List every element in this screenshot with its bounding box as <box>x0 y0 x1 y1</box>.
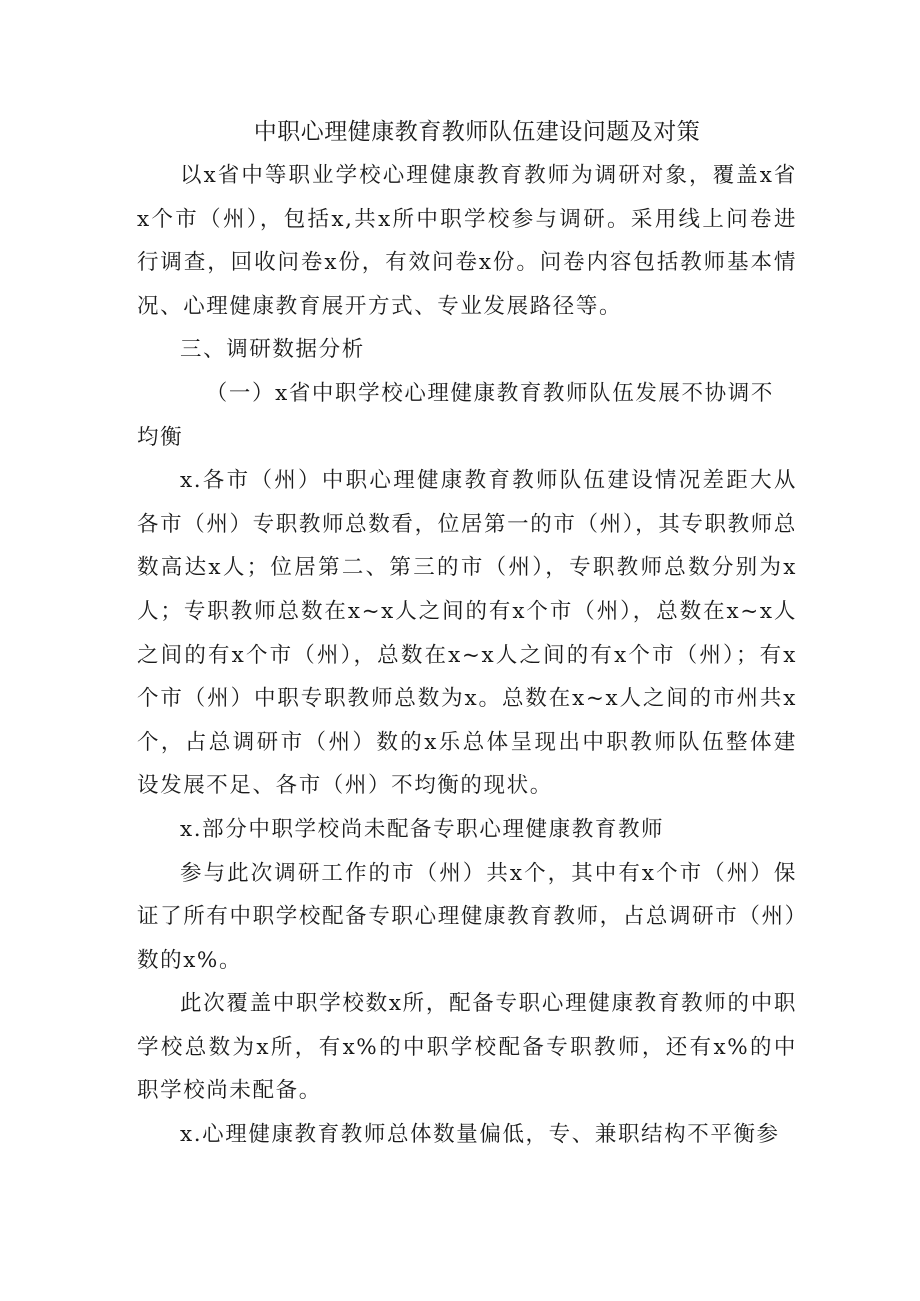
item-heading-3: x.心理健康教育教师总体数量偏低，专、兼职结构不平衡参 <box>180 1122 780 1148</box>
intro-paragraph: 以x省中等职业学校心理健康教育教师为调研对象，覆盖x省x个市（州），包括x,共x所中职学校参与调研。采用线上问卷进行调查，回收问卷x份，有效问卷x份。问卷内容包括教师基本情况、心理健康教育展开方式、专业发展路径等。 <box>137 163 797 319</box>
body-paragraph-3: 此次覆盖中职学校数x所，配备专职心理健康教育教师的中职学校总数为x所，有x%的中职学校配备专职教师，还有x%的中职学校尚未配备。 <box>137 991 797 1104</box>
document-page <box>137 110 797 1157</box>
body-paragraph-1: x.各市（州）中职心理健康教育教师队伍建设情况差距大从各市（州）专职教师总数看，位居第一的市（州），其专职教师总数高达x人；位居第二、第三的市（州），专职教师总数分别为x人；专职教师总数在x~x人之间的有x个市（州），总数在x~x人之间的有x个市（州），总数在x~x人之间的有x个市（州）；有x个市（州）中职专职教师总数为x。总数在x~x人之间的市州共x个，占总调研市（州）数的x乐总体呈现出中职教师队伍整体建设发展不足、各市（州）不均衡的现状。 <box>137 468 797 799</box>
section-heading-3: 三、调研数据分析 <box>180 337 365 363</box>
body-paragraph-2: 参与此次调研工作的市（州）共x个，其中有x个市（州）保证了所有中职学校配备专职心理健康教育教师，占总调研市（州）数的x%。 <box>137 860 797 973</box>
subsection-heading-1: （一）x省中职学校心理健康教育教师队伍发展不协调不均衡 <box>137 380 774 450</box>
item-heading-2: x.部分中职学校尚未配备专职心理健康教育教师 <box>180 816 665 842</box>
document-title: 中职心理健康教育教师队伍建设问题及对策 <box>253 119 701 145</box>
